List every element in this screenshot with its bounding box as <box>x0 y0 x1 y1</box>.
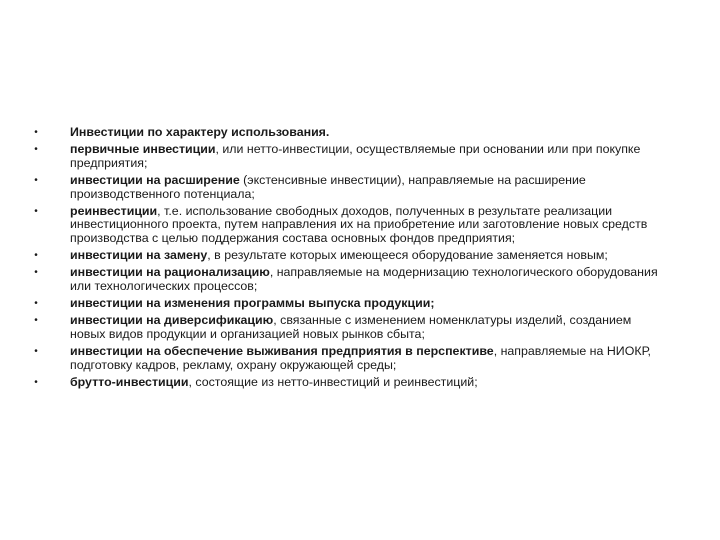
item-text: , направляемые на НИОКР, подготовку кадров, рекламу, охрану окружающей среды; <box>70 344 651 372</box>
list-item <box>32 143 662 170</box>
list-item <box>32 126 662 140</box>
list-item <box>32 174 662 201</box>
item-bold-text: первичные инвестиции <box>70 142 216 157</box>
item-bold-text: инвестиции на диверсификацию <box>70 313 274 328</box>
bullet-icon: • <box>34 267 38 279</box>
list-item <box>32 314 662 341</box>
item-text: , или нетто-инвестиции, осуществляемые при основании или при покупке предприятия; <box>70 142 641 170</box>
item-bold-text: реинвестиции <box>70 203 158 218</box>
bullet-icon: • <box>34 205 38 217</box>
bullet-icon: • <box>34 376 38 388</box>
item-text: (экстенсивные инвестиции), направляемые на расширение производственного потенциала; <box>70 172 586 201</box>
list-item <box>32 205 662 246</box>
list-item <box>32 297 662 311</box>
bullet-icon: • <box>34 346 38 358</box>
item-text: , направляемые на модернизацию технологического оборудования или технологических процессов; <box>70 265 658 293</box>
list-item <box>32 249 662 263</box>
item-bold-text: инвестиции на рационализацию <box>70 265 270 280</box>
bullet-icon: • <box>34 174 38 186</box>
bullet-icon: • <box>34 144 38 156</box>
bullet-icon: • <box>34 250 38 262</box>
item-bold-text: брутто-инвестиции <box>70 374 189 389</box>
item-text: , в результате которых имеющееся оборудование заменяется новым; <box>207 248 608 263</box>
bullet-icon: • <box>34 315 38 327</box>
item-text: , т.е. использование свободных доходов, полученных в результате реализации инвестиционного проекта, путем направления их на приобретение или заготовление новых средств производства с целью поддержания состава основных фондов предприятия; <box>70 203 648 245</box>
item-bold-text: Инвестиции по характеру использования. <box>70 125 330 139</box>
item-bold-text: инвестиции на обеспечение выживания предприятия в перспективе <box>70 344 494 359</box>
item-text: , связанные с изменением номенклатуры изделий, созданием новых видов продукции и организацией новых рынков сбыта; <box>70 313 632 341</box>
list-item <box>32 345 662 372</box>
item-bold-text: инвестиции на изменения программы выпуска продукции; <box>70 296 435 311</box>
bullet-list <box>32 126 662 393</box>
bullet-icon: • <box>34 127 38 138</box>
item-bold-text: инвестиции на замену <box>70 248 208 263</box>
item-text: , состоящие из нетто-инвестиций и реинвестиций; <box>188 374 478 389</box>
list-item <box>32 266 662 293</box>
list-item <box>32 376 662 390</box>
item-bold-text: инвестиции на расширение <box>70 172 240 187</box>
bullet-icon: • <box>34 298 38 310</box>
